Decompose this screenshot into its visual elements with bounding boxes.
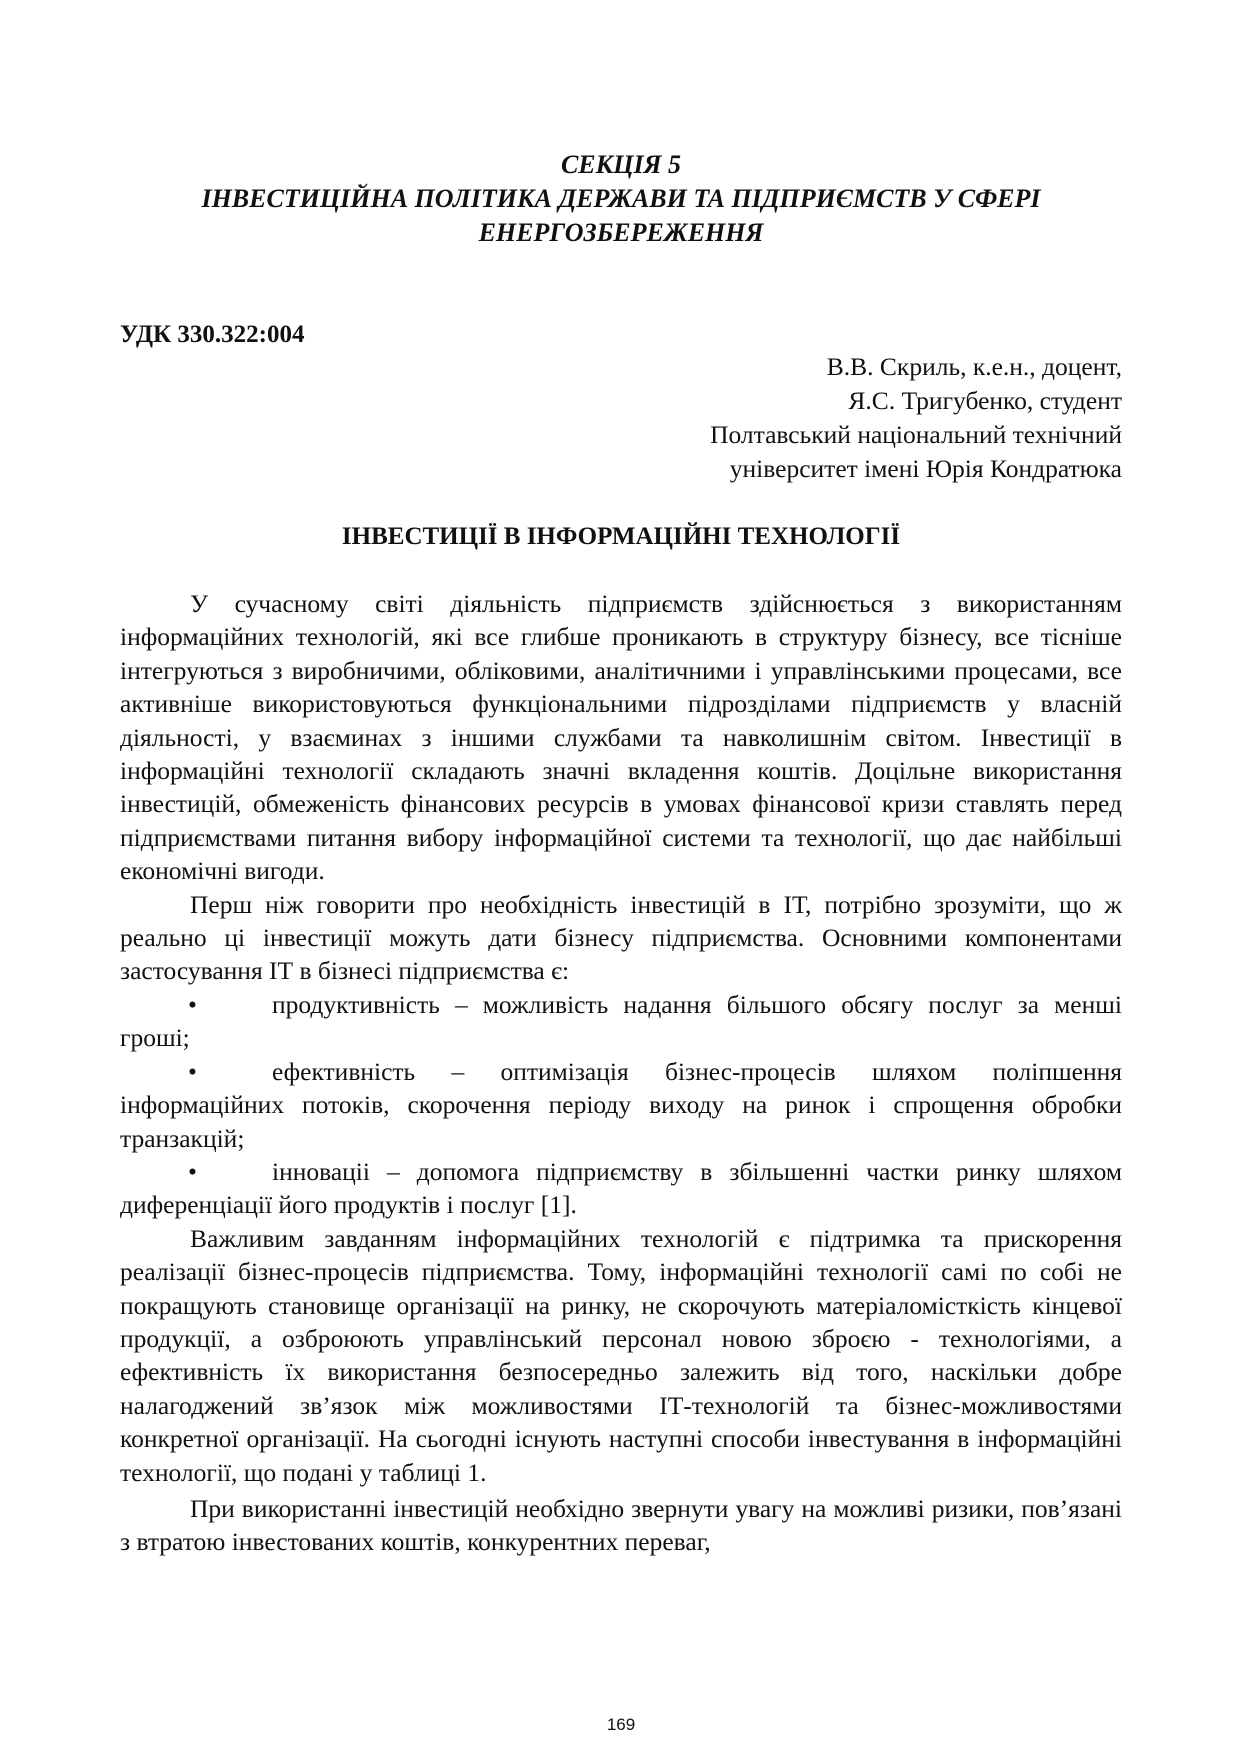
article-body — [120, 587, 1122, 1559]
author-2: Я.С. Тригубенко, студент — [848, 386, 1122, 415]
author-1: В.В. Скриль, к.е.н., доцент, — [826, 352, 1122, 381]
author-block — [710, 350, 1122, 486]
section-number: СЕКЦІЯ 5 — [560, 150, 682, 179]
paragraph-it-components: Перш ніж говорити про необхідність інвестицій в ІТ, потрібно зрозуміти, що ж реально ці інвестиції можуть дати бізнесу підприємства. Основними компонентами застосування ІТ в бізнесі підприємства є: — [120, 889, 1122, 986]
affiliation-line-2: університет імені Юрія Кондратюка — [729, 454, 1122, 483]
section-title-line-1: ІНВЕСТИЦІЙНА ПОЛІТИКА ДЕРЖАВИ ТА ПІДПРИЄМСТВ У СФЕРІ — [201, 184, 1041, 213]
paragraph-it-tasks: Важливим завданням інформаційних технологій є підтримка та прискорення реалізації бізнес-процесів підприємства. Тому, інформаційні технології самі по собі не покращують становище організації на ринку, не скорочують матеріаломісткість кінцевої продукції, а озброюють управлінський персонал новою зброєю - технологіями, а ефективність їх використання безпосередньо залежить від того, наскільки добре налагоджений зв’язок між можливостями ІТ-технологій та бізнес-можливостями конкретної організації. На сьогодні існують наступні способи інвестування в інформаційні технології, що подані у таблиці 1. — [120, 1223, 1122, 1487]
bullet-marker: • — [188, 1056, 197, 1086]
list-item-text: продуктивність – можливість надання більшого обсягу послуг за менші гроші; — [120, 989, 1122, 1053]
list-item — [120, 1155, 1122, 1222]
section-title-line-2: ЕНЕРГОЗБЕРЕЖЕННЯ — [478, 218, 764, 247]
document-page — [120, 0, 1122, 1754]
affiliation-line-1: Полтавський національний технічний — [710, 420, 1122, 449]
list-item — [120, 988, 1122, 1055]
bullet-marker: • — [188, 1156, 197, 1186]
article-title: ІНВЕСТИЦІЇ В ІНФОРМАЦІЙНІ ТЕХНОЛОГІЇ — [341, 523, 901, 550]
list-item — [120, 1055, 1122, 1155]
list-item-text: інноваціі – допомога підприємству в збільшенні частки ринку шляхом диференціації його продуктів і послуг [1]. — [120, 1156, 1122, 1220]
list-item-text: ефективність – оптимізація бізнес-процесів шляхом поліпшення інформаційних потоків, скорочення періоду виходу на ринок і спрощення обробки транзакцій; — [120, 1056, 1122, 1153]
page-number: 169 — [606, 1715, 636, 1734]
bullet-marker: • — [188, 989, 197, 1019]
section-heading — [120, 148, 1122, 250]
paragraph-intro: У сучасному світі діяльність підприємств здійснюється з використанням інформаційних технологій, які все глибше проникають в структуру бізнесу, все тісніше інтегруються з виробничими, обліковими, аналітичними і управлінськими процесами, все активніше використовуються функціональними підрозділами підприємств у власній діяльності, у взаєминах з іншими службами та навколишнім світом. Інвестиції в інформаційні технології складають значні вкладення коштів. Доцільне використання інвестицій, обмеженість фінансових ресурсів в умовах фінансової кризи ставлять перед підприємствами питання вибору інформаційної системи та технології, що дає найбільші економічні вигоди. — [120, 589, 1122, 886]
paragraph-risks: При використанні інвестицій необхідно звернути увагу на можливі ризики, пов’язані з втратою інвестованих коштів, конкурентних переваг, — [120, 1493, 1122, 1557]
udk-code: УДК 330.322:004 — [120, 321, 305, 348]
